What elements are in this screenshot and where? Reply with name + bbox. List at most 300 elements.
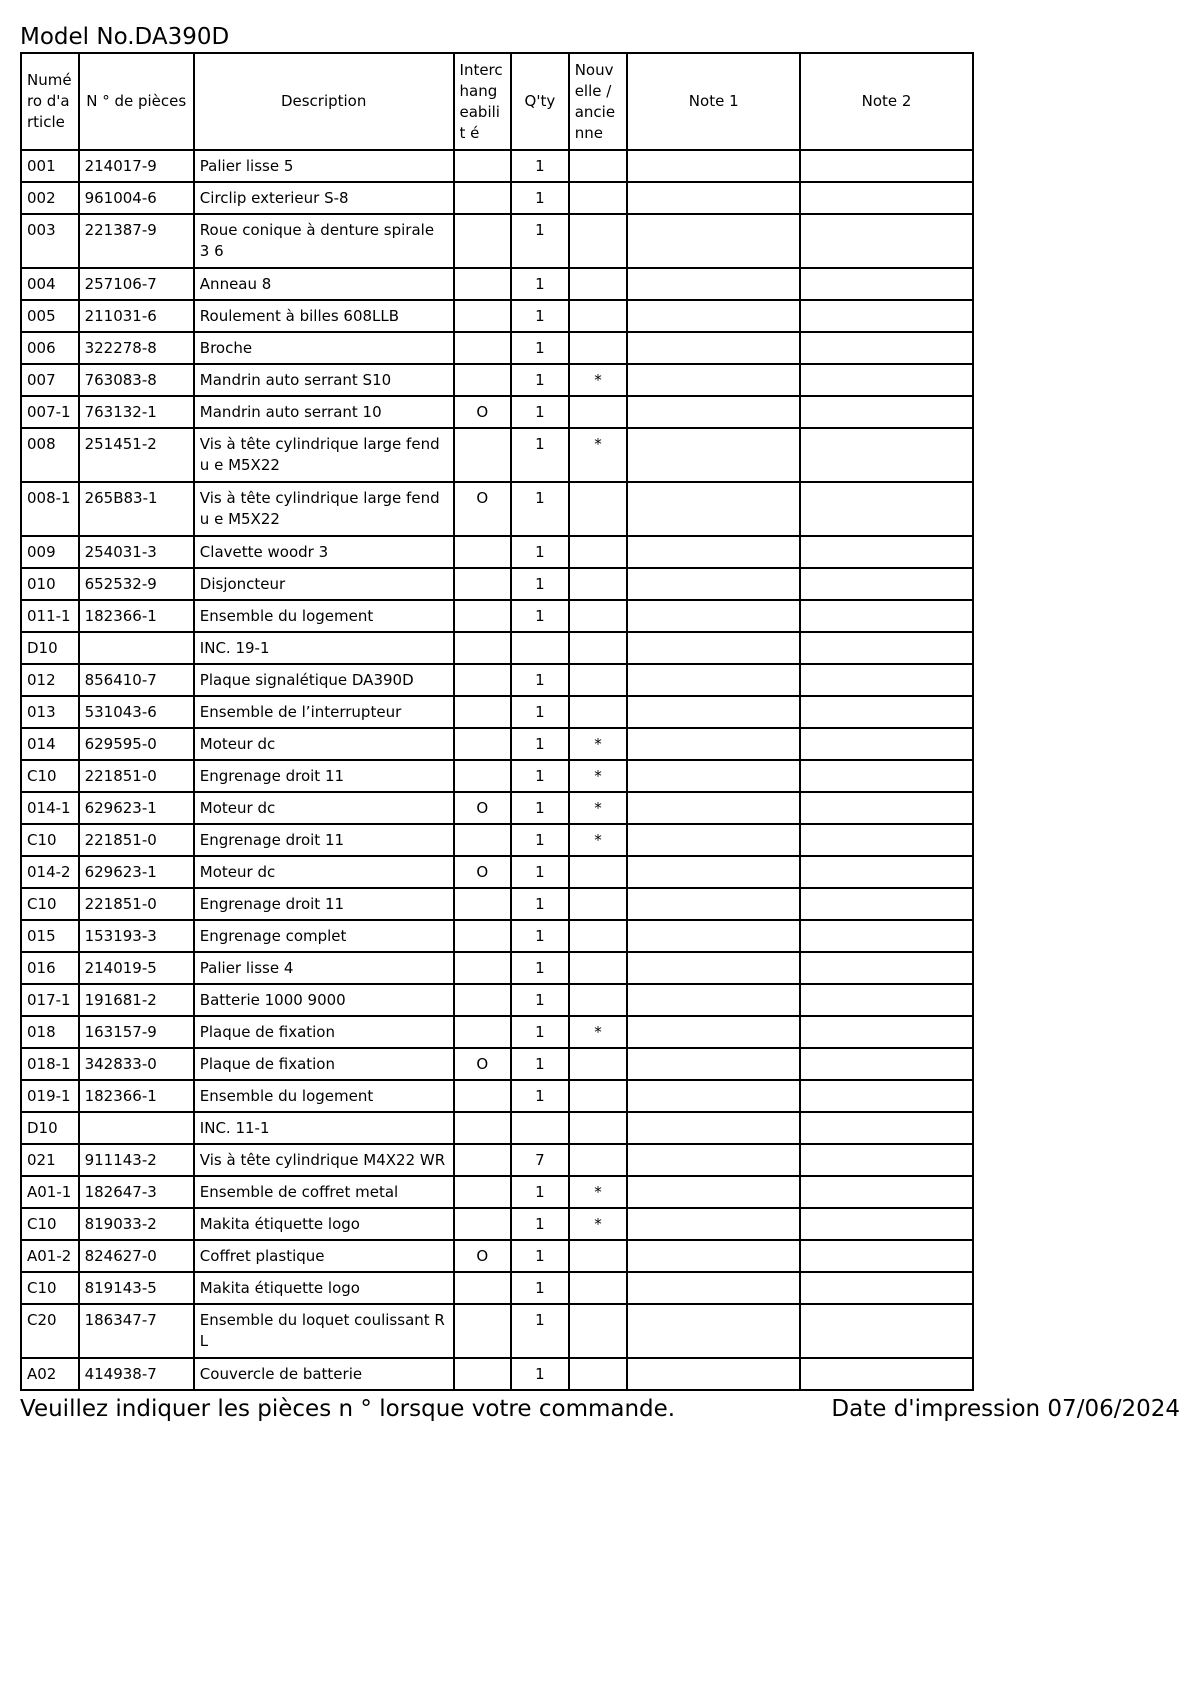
cell-new-old [569,1112,628,1144]
cell-item-number: C10 [21,760,79,792]
cell-note-1 [627,182,800,214]
cell-description: Anneau 8 [194,268,454,300]
table-row [21,182,973,214]
header-new-old: Nouv elle / ancie nne [569,53,628,150]
cell-note-1 [627,268,800,300]
cell-note-2 [800,300,973,332]
cell-note-1 [627,952,800,984]
cell-interchangeability [454,1176,512,1208]
cell-description: Moteur dc [194,792,454,824]
cell-quantity: 1 [511,1208,569,1240]
cell-part-number: 856410-7 [79,664,194,696]
cell-new-old [569,920,628,952]
cell-interchangeability [454,536,512,568]
cell-note-1 [627,1358,800,1390]
header-description: Description [194,53,454,150]
cell-item-number: C20 [21,1304,79,1358]
cell-interchangeability [454,824,512,856]
table-row [21,664,973,696]
table-row [21,728,973,760]
cell-item-number: 008-1 [21,482,79,536]
cell-new-old [569,696,628,728]
cell-note-2 [800,396,973,428]
table-row [21,1144,973,1176]
cell-description: Vis à tête cylindrique large fendu e M5X22 [194,428,454,482]
cell-note-2 [800,536,973,568]
cell-interchangeability [454,1080,512,1112]
cell-description: Circlip exterieur S-8 [194,182,454,214]
cell-note-2 [800,856,973,888]
cell-interchangeability: O [454,856,512,888]
cell-note-1 [627,728,800,760]
cell-quantity: 1 [511,920,569,952]
cell-new-old [569,1048,628,1080]
cell-note-1 [627,332,800,364]
cell-note-1 [627,1240,800,1272]
cell-new-old [569,632,628,664]
table-row [21,696,973,728]
cell-item-number: 010 [21,568,79,600]
table-row [21,1304,973,1358]
cell-part-number: 163157-9 [79,1016,194,1048]
cell-item-number: 013 [21,696,79,728]
cell-note-2 [800,632,973,664]
order-instruction: Veuillez indiquer les pièces n ° lorsque votre commande. [20,1396,676,1422]
table-row [21,1272,973,1304]
cell-quantity: 1 [511,1016,569,1048]
table-row [21,568,973,600]
table-row [21,920,973,952]
cell-part-number: 961004-6 [79,182,194,214]
cell-note-1 [627,1144,800,1176]
cell-note-1 [627,482,800,536]
cell-item-number: D10 [21,632,79,664]
cell-new-old [569,396,628,428]
cell-new-old [569,1144,628,1176]
cell-item-number: 011-1 [21,600,79,632]
cell-new-old [569,600,628,632]
cell-interchangeability [454,888,512,920]
cell-item-number: 002 [21,182,79,214]
cell-item-number: 018 [21,1016,79,1048]
cell-note-2 [800,214,973,268]
cell-interchangeability: O [454,482,512,536]
cell-item-number: 018-1 [21,1048,79,1080]
cell-note-1 [627,824,800,856]
cell-interchangeability [454,214,512,268]
cell-item-number: 021 [21,1144,79,1176]
cell-note-1 [627,888,800,920]
cell-part-number: 265B83-1 [79,482,194,536]
cell-note-1 [627,568,800,600]
cell-description: Moteur dc [194,728,454,760]
cell-quantity: 1 [511,728,569,760]
cell-note-1 [627,856,800,888]
table-row [21,792,973,824]
cell-new-old [569,568,628,600]
cell-part-number: 257106-7 [79,268,194,300]
cell-quantity: 1 [511,984,569,1016]
cell-note-1 [627,150,800,182]
cell-note-2 [800,150,973,182]
cell-interchangeability: O [454,1240,512,1272]
cell-item-number: 019-1 [21,1080,79,1112]
cell-description: Ensemble de coffret metal [194,1176,454,1208]
cell-item-number: D10 [21,1112,79,1144]
header-item-number: Numé ro d'a rticle [21,53,79,150]
cell-description: Mandrin auto serrant 10 [194,396,454,428]
cell-note-2 [800,728,973,760]
cell-part-number: 221851-0 [79,760,194,792]
cell-new-old [569,1272,628,1304]
cell-item-number: 009 [21,536,79,568]
header-quantity: Q'ty [511,53,569,150]
cell-interchangeability: O [454,1048,512,1080]
cell-item-number: C10 [21,824,79,856]
cell-quantity: 1 [511,1358,569,1390]
cell-note-1 [627,1176,800,1208]
cell-note-2 [800,1080,973,1112]
cell-part-number: 342833-0 [79,1048,194,1080]
cell-interchangeability [454,182,512,214]
cell-description: Mandrin auto serrant S10 [194,364,454,396]
cell-interchangeability [454,664,512,696]
cell-part-number: 652532-9 [79,568,194,600]
cell-description: Batterie 1000 9000 [194,984,454,1016]
cell-note-2 [800,332,973,364]
table-row [21,364,973,396]
table-row [21,1176,973,1208]
cell-new-old [569,150,628,182]
cell-quantity: 1 [511,600,569,632]
cell-interchangeability: O [454,792,512,824]
cell-note-1 [627,1208,800,1240]
table-header-row [21,53,973,150]
cell-interchangeability [454,268,512,300]
cell-part-number: 182366-1 [79,1080,194,1112]
cell-description: Roulement à billes 608LLB [194,300,454,332]
cell-item-number: A02 [21,1358,79,1390]
cell-new-old: * [569,1208,628,1240]
cell-item-number: C10 [21,888,79,920]
header-interchangeability: Interc hang eabilit é [454,53,512,150]
cell-description: Ensemble de l’interrupteur [194,696,454,728]
cell-part-number: 153193-3 [79,920,194,952]
cell-part-number: 322278-8 [79,332,194,364]
cell-quantity: 1 [511,1048,569,1080]
cell-description: Engrenage droit 11 [194,760,454,792]
cell-note-2 [800,1112,973,1144]
cell-note-2 [800,792,973,824]
cell-item-number: 001 [21,150,79,182]
page-title: Model No.DA390D [20,24,230,50]
cell-note-2 [800,984,973,1016]
cell-quantity: 1 [511,364,569,396]
cell-interchangeability [454,1358,512,1390]
cell-part-number: 211031-6 [79,300,194,332]
cell-interchangeability [454,1016,512,1048]
cell-note-1 [627,1272,800,1304]
cell-interchangeability [454,696,512,728]
cell-note-2 [800,1304,973,1358]
cell-interchangeability: O [454,396,512,428]
cell-interchangeability [454,920,512,952]
cell-part-number: 629595-0 [79,728,194,760]
cell-note-1 [627,428,800,482]
table-row [21,482,973,536]
cell-quantity: 1 [511,760,569,792]
cell-note-1 [627,696,800,728]
cell-part-number: 191681-2 [79,984,194,1016]
cell-interchangeability [454,150,512,182]
table-row [21,332,973,364]
cell-quantity: 1 [511,1272,569,1304]
cell-new-old [569,182,628,214]
cell-note-2 [800,664,973,696]
cell-description: Makita étiquette logo [194,1208,454,1240]
cell-note-2 [800,760,973,792]
cell-interchangeability [454,760,512,792]
header-note-2: Note 2 [800,53,973,150]
cell-description: Vis à tête cylindrique M4X22 WR [194,1144,454,1176]
cell-note-1 [627,664,800,696]
cell-item-number: 012 [21,664,79,696]
table-row [21,536,973,568]
cell-description: Palier lisse 5 [194,150,454,182]
cell-description: Palier lisse 4 [194,952,454,984]
cell-quantity: 7 [511,1144,569,1176]
cell-note-2 [800,364,973,396]
cell-description: Disjoncteur [194,568,454,600]
table-row [21,952,973,984]
cell-quantity: 1 [511,300,569,332]
cell-new-old [569,1240,628,1272]
cell-quantity [511,632,569,664]
cell-interchangeability [454,600,512,632]
cell-note-1 [627,632,800,664]
cell-new-old [569,332,628,364]
cell-quantity: 1 [511,1240,569,1272]
cell-item-number: 017-1 [21,984,79,1016]
cell-description: Vis à tête cylindrique large fendu e M5X22 [194,482,454,536]
cell-note-1 [627,214,800,268]
cell-note-2 [800,268,973,300]
cell-quantity: 1 [511,824,569,856]
cell-quantity: 1 [511,182,569,214]
cell-note-2 [800,920,973,952]
cell-part-number [79,1112,194,1144]
cell-quantity: 1 [511,664,569,696]
cell-description: Engrenage droit 11 [194,888,454,920]
parts-table-body [21,150,973,1390]
cell-description: Coffret plastique [194,1240,454,1272]
cell-part-number: 251451-2 [79,428,194,482]
table-row [21,1016,973,1048]
cell-note-1 [627,396,800,428]
cell-note-1 [627,1048,800,1080]
cell-description: Engrenage droit 11 [194,824,454,856]
cell-quantity: 1 [511,792,569,824]
cell-new-old: * [569,1016,628,1048]
cell-part-number: 531043-6 [79,696,194,728]
table-row [21,856,973,888]
cell-interchangeability [454,364,512,396]
cell-note-1 [627,600,800,632]
cell-note-2 [800,1016,973,1048]
cell-note-2 [800,1048,973,1080]
cell-quantity: 1 [511,696,569,728]
cell-quantity: 1 [511,568,569,600]
cell-item-number: A01-2 [21,1240,79,1272]
cell-part-number: 824627-0 [79,1240,194,1272]
cell-note-2 [800,1208,973,1240]
table-row [21,1240,973,1272]
cell-new-old: * [569,792,628,824]
cell-note-1 [627,1080,800,1112]
header-note-1: Note 1 [627,53,800,150]
cell-part-number: 629623-1 [79,792,194,824]
cell-interchangeability [454,1304,512,1358]
table-row [21,888,973,920]
cell-interchangeability [454,952,512,984]
parts-table [20,52,974,1391]
cell-interchangeability [454,728,512,760]
cell-description: Couvercle de batterie [194,1358,454,1390]
cell-item-number: C10 [21,1208,79,1240]
print-date: Date d'impression 07/06/2024 [831,1396,1180,1422]
table-row [21,984,973,1016]
cell-part-number: 214017-9 [79,150,194,182]
cell-item-number: 006 [21,332,79,364]
cell-note-2 [800,182,973,214]
cell-note-2 [800,696,973,728]
cell-description: Plaque signalétique DA390D [194,664,454,696]
cell-part-number [79,632,194,664]
cell-item-number: C10 [21,1272,79,1304]
table-row [21,396,973,428]
cell-interchangeability [454,632,512,664]
cell-part-number: 221851-0 [79,824,194,856]
table-row [21,428,973,482]
cell-new-old: * [569,364,628,396]
cell-description: Ensemble du loquet coulissant R L [194,1304,454,1358]
cell-new-old [569,1304,628,1358]
cell-new-old [569,664,628,696]
cell-part-number: 819143-5 [79,1272,194,1304]
cell-description: Engrenage complet [194,920,454,952]
cell-note-1 [627,1112,800,1144]
cell-note-2 [800,1144,973,1176]
table-row [21,214,973,268]
cell-note-2 [800,1240,973,1272]
cell-new-old [569,1358,628,1390]
cell-quantity: 1 [511,214,569,268]
cell-note-2 [800,428,973,482]
cell-note-2 [800,600,973,632]
cell-item-number: 014-2 [21,856,79,888]
cell-item-number: 007-1 [21,396,79,428]
cell-description: INC. 11-1 [194,1112,454,1144]
table-row [21,150,973,182]
cell-note-1 [627,1016,800,1048]
cell-new-old: * [569,824,628,856]
cell-interchangeability [454,428,512,482]
cell-part-number: 819033-2 [79,1208,194,1240]
table-row [21,760,973,792]
cell-note-1 [627,300,800,332]
cell-new-old [569,214,628,268]
cell-note-2 [800,1176,973,1208]
table-row [21,824,973,856]
cell-part-number: 254031-3 [79,536,194,568]
cell-description: Ensemble du logement [194,1080,454,1112]
cell-item-number: A01-1 [21,1176,79,1208]
cell-new-old: * [569,728,628,760]
cell-description: Ensemble du logement [194,600,454,632]
cell-part-number: 182647-3 [79,1176,194,1208]
header-part-number: N ° de pièces [79,53,194,150]
cell-item-number: 007 [21,364,79,396]
table-row [21,1358,973,1390]
cell-interchangeability [454,1144,512,1176]
cell-note-1 [627,1304,800,1358]
cell-new-old: * [569,760,628,792]
cell-note-2 [800,1272,973,1304]
cell-interchangeability [454,1208,512,1240]
cell-new-old [569,536,628,568]
cell-item-number: 016 [21,952,79,984]
cell-item-number: 004 [21,268,79,300]
cell-note-2 [800,1358,973,1390]
cell-part-number: 629623-1 [79,856,194,888]
cell-description: INC. 19-1 [194,632,454,664]
cell-new-old [569,952,628,984]
cell-part-number: 221387-9 [79,214,194,268]
cell-quantity: 1 [511,1304,569,1358]
table-row [21,1080,973,1112]
cell-part-number: 414938-7 [79,1358,194,1390]
cell-note-1 [627,364,800,396]
cell-item-number: 003 [21,214,79,268]
cell-quantity: 1 [511,332,569,364]
table-row [21,1112,973,1144]
table-row [21,1048,973,1080]
table-row [21,632,973,664]
cell-item-number: 014-1 [21,792,79,824]
cell-item-number: 008 [21,428,79,482]
cell-description: Plaque de fixation [194,1016,454,1048]
cell-new-old: * [569,428,628,482]
cell-note-2 [800,952,973,984]
cell-description: Makita étiquette logo [194,1272,454,1304]
cell-quantity: 1 [511,482,569,536]
cell-description: Plaque de fixation [194,1048,454,1080]
cell-quantity: 1 [511,952,569,984]
cell-note-2 [800,482,973,536]
cell-interchangeability [454,984,512,1016]
cell-quantity: 1 [511,1176,569,1208]
cell-part-number: 763132-1 [79,396,194,428]
cell-new-old [569,300,628,332]
cell-part-number: 763083-8 [79,364,194,396]
cell-item-number: 014 [21,728,79,760]
table-row [21,300,973,332]
cell-item-number: 015 [21,920,79,952]
cell-description: Broche [194,332,454,364]
table-row [21,600,973,632]
cell-quantity: 1 [511,1080,569,1112]
table-row [21,1208,973,1240]
